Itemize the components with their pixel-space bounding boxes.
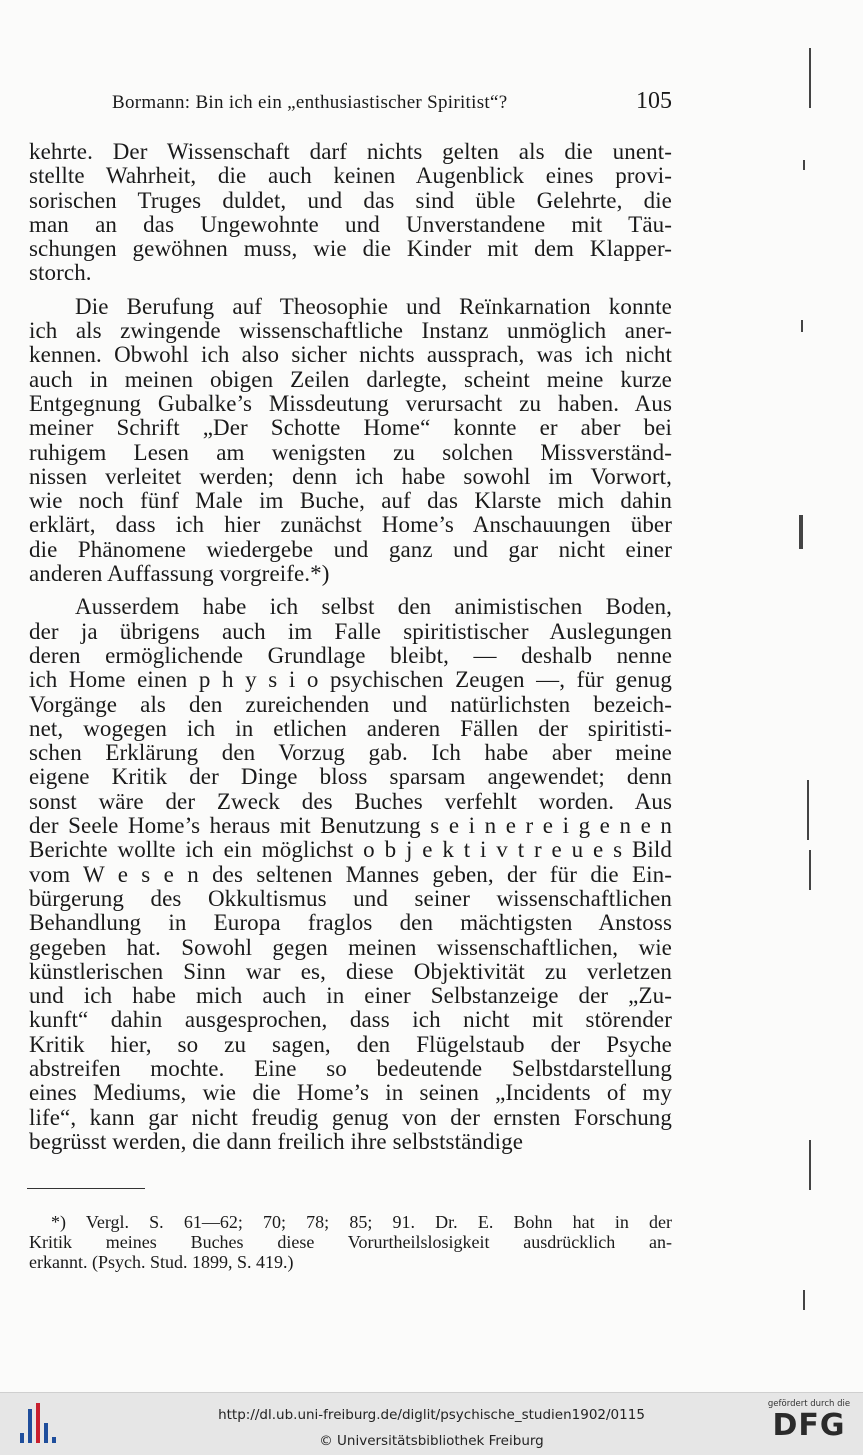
text-line: deren ermöglichende Grundlage bleibt, — deshalb nenne	[29, 643, 672, 668]
text-line: bürgerung des Okkultismus und seiner wissenschaftlichen	[29, 886, 672, 911]
text-line: Behandlung in Europa fraglos den mächtigsten Anstoss	[29, 911, 672, 936]
paragraph-gap	[29, 286, 672, 295]
paragraph	[29, 595, 672, 1154]
scan-edge-marks	[799, 0, 819, 1392]
text-line: nissen verleitet werden; denn ich habe sowohl im Vorwort,	[29, 464, 672, 489]
text-line: schungen gewöhnen muss, wie die Kinder mit dem Klapper-	[29, 237, 672, 262]
running-title: Bormann: Bin ich ein „enthusiastischer Spiritist“?	[112, 92, 508, 113]
text-line: life“, kann gar nicht freudig genug von der ernsten Forschung	[29, 1105, 672, 1130]
text-line: storch.	[29, 261, 92, 286]
text-line: der Seele Home’s heraus mit Benutzung s e i n e r e i g e n e n	[29, 814, 672, 839]
copyright-notice: © Universitätsbibliothek Freiburg	[319, 1433, 544, 1449]
text-line: kunft“ dahin ausgesprochen, dass ich nicht mit störender	[29, 1008, 672, 1033]
text-line: ich Home einen p h y s i o psychischen Zeugen —, für genug	[29, 668, 672, 693]
text-line: Ausserdem habe ich selbst den animistischen Boden,	[75, 595, 672, 620]
text-line: künstlerischen Sinn war es, diese Objektivität zu verletzen	[29, 959, 672, 984]
text-line: der ja übrigens auch im Falle spiritistischer Auslegungen	[29, 619, 672, 644]
text-line: meiner Schrift „Der Schotte Home“ konnte er aber bei	[29, 416, 672, 441]
text-line: schen Erklärung den Vorzug gab. Ich habe aber meine	[29, 741, 672, 766]
text-line: eigene Kritik der Dinge bloss sparsam angewendet; denn	[29, 765, 672, 790]
page-number: 105	[636, 88, 672, 114]
footnote-line: erkannt. (Psych. Stud. 1899, S. 419.)	[29, 1252, 294, 1272]
text-line: auch in meinen obigen Zeilen darlegte, scheint meine kurze	[29, 367, 672, 392]
text-line: begrüsst werden, die dann freilich ihre selbstständige	[29, 1129, 524, 1154]
text-line: ich als zwingende wissenschaftliche Instanz unmöglich aner-	[29, 319, 672, 344]
text-line: Berichte wollte ich ein möglichst o b j e k t i v t r e u e s Bild	[29, 838, 672, 863]
body-text	[29, 140, 672, 1154]
dfg-caption: gefördert durch die	[767, 1399, 851, 1409]
text-line: und ich habe mich auch in einer Selbstanzeige der „Zu-	[29, 984, 672, 1009]
footnote-line: *) Vergl. S. 61—62; 70; 78; 85; 91. Dr. E. Bohn hat in der	[51, 1212, 672, 1232]
text-line: Die Berufung auf Theosophie und Reïnkarnation konnte	[75, 294, 672, 319]
text-line: abstreifen mochte. Eine so bedeutende Selbstdarstellung	[29, 1056, 672, 1081]
text-line: Entgegnung Gubalke’s Missdeutung verursacht zu haben. Aus	[29, 391, 672, 416]
permalink-url[interactable]: http://dl.ub.uni-freiburg.de/diglit/psychische_studien1902/0115	[218, 1407, 645, 1423]
text-line: Vorgänge als den zureichenden und natürlichsten bezeich-	[29, 692, 672, 717]
paragraph-gap	[29, 586, 672, 595]
viewer-footer-bar	[0, 1392, 863, 1455]
text-line: die Phänomene wiedergebe und ganz und gar nicht einer	[29, 537, 672, 562]
text-line: kehrte. Der Wissenschaft darf nichts gelten als die unent-	[29, 140, 672, 164]
text-line: erklärt, dass ich hier zunächst Home’s Anschauungen über	[29, 513, 672, 538]
text-line: sorischen Truges duldet, und das sind üble Gelehrte, die	[29, 188, 672, 213]
page-header	[112, 88, 672, 118]
text-line: stellte Wahrheit, die auch keinen Augenblick eines provi-	[29, 164, 672, 189]
footnote-line: Kritik meines Buches diese Vorurtheilslosigkeit ausdrücklich an-	[29, 1232, 672, 1252]
text-line: wie noch fünf Male im Buche, auf das Klarste mich dahin	[29, 489, 672, 514]
text-line: ruhigem Lesen am wenigsten zu solchen Missverständ-	[29, 440, 672, 465]
footnote	[29, 1212, 672, 1272]
text-line: kennen. Obwohl ich also sicher nichts aussprach, was ich nicht	[29, 343, 672, 368]
text-line: vom W e s e n des seltenen Mannes geben, der für die Ein-	[29, 862, 672, 887]
text-line: gegeben hat. Sowohl gegen meinen wissenschaftlichen, wie	[29, 935, 672, 960]
text-line: Kritik hier, so zu sagen, den Flügelstaub der Psyche	[29, 1032, 672, 1057]
text-line: eines Mediums, wie die Home’s in seinen „Incidents of my	[29, 1081, 672, 1106]
text-line: sonst wäre der Zweck des Buches verfehlt worden. Aus	[29, 789, 672, 814]
paragraph	[29, 140, 672, 286]
dfg-logo[interactable]	[763, 1399, 855, 1451]
text-line: man an das Ungewohnte und Unverstandene mit Täu-	[29, 212, 672, 237]
paragraph	[29, 295, 672, 587]
dfg-logo-text: DFG	[772, 1408, 846, 1443]
text-line: anderen Auffassung vorgreife.*)	[29, 562, 330, 587]
text-line: net, wogegen ich in etlichen anderen Fällen der spiritisti-	[29, 716, 672, 741]
footnote-rule	[27, 1188, 145, 1189]
